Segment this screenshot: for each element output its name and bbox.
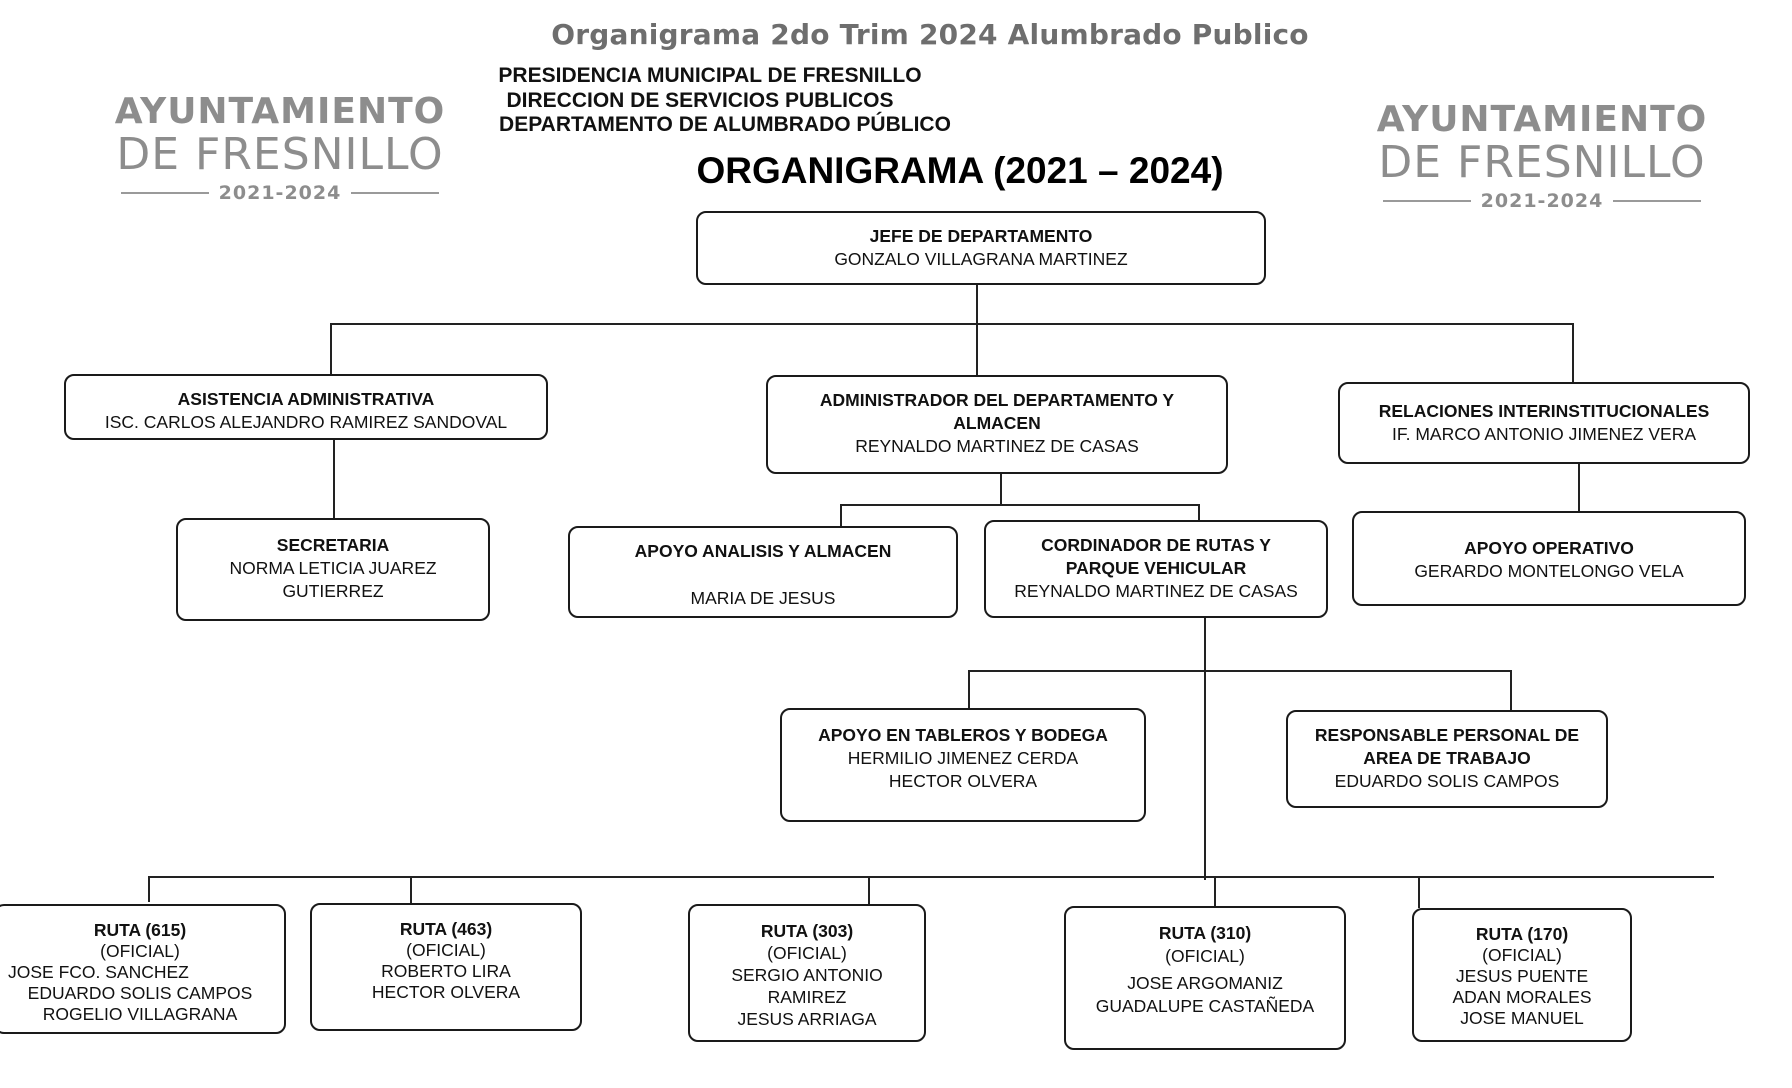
coordinador-name: REYNALDO MARTINEZ DE CASAS <box>1014 581 1298 601</box>
ruta-170-sub: (OFICIAL) <box>1482 945 1562 965</box>
apoyo-tableros-name-line1: HERMILIO JIMENEZ CERDA <box>847 748 1079 768</box>
jefe-name: GONZALO VILLAGRANA MARTINEZ <box>834 249 1128 269</box>
ruta-463-line2: HECTOR OLVERA <box>371 982 521 1002</box>
ruta-170-line3: JOSE MANUEL <box>1460 1008 1584 1028</box>
ruta-615-line3: ROGELIO VILLAGRANA <box>42 1004 238 1024</box>
logo-right-years: 2021-2024 <box>1480 190 1604 212</box>
connector-to-ruta-310 <box>1214 876 1216 906</box>
connector-level1-horizontal <box>330 323 1574 325</box>
ruta-615-title: RUTA (615) <box>93 920 187 940</box>
ruta-170-line2: ADAN MORALES <box>1452 987 1592 1007</box>
page-title: Organigrama 2do Trim 2024 Alumbrado Publico <box>551 18 1309 51</box>
connector-apoyo-horizontal <box>968 670 1512 672</box>
secretaria-name-line1: NORMA LETICIA JUAREZ <box>229 558 437 578</box>
org-box-relaciones <box>1338 382 1750 464</box>
connector-to-relaciones <box>1572 323 1574 383</box>
responsable-role-line1: RESPONSABLE PERSONAL DE <box>1314 725 1580 745</box>
connector-coordinador-down <box>1204 618 1206 880</box>
org-box-responsable <box>1286 710 1608 808</box>
ruta-170-title: RUTA (170) <box>1475 924 1569 944</box>
administrador-role-line2: ALMACEN <box>953 413 1041 433</box>
ruta-310-title: RUTA (310) <box>1158 923 1252 943</box>
ruta-170-line1: JESUS PUENTE <box>1455 966 1589 986</box>
org-box-asistencia <box>64 374 548 440</box>
org-box-secretaria <box>176 518 490 621</box>
coordinador-role-line2: PARQUE VEHICULAR <box>1065 558 1247 578</box>
ruta-310-sub: (OFICIAL) <box>1165 946 1245 966</box>
jefe-role: JEFE DE DEPARTAMENTO <box>869 226 1093 246</box>
ruta-615-sub: (OFICIAL) <box>100 941 180 961</box>
apoyo-operativo-name: GERARDO MONTELONGO VELA <box>1414 561 1684 581</box>
ruta-463-title: RUTA (463) <box>399 919 493 939</box>
ruta-615-line2: EDUARDO SOLIS CAMPOS <box>27 983 253 1003</box>
org-box-ruta-170 <box>1412 908 1632 1042</box>
connector-to-responsable <box>1510 670 1512 712</box>
logo-left <box>110 92 450 204</box>
responsable-role-line2: AREA DE TRABAJO <box>1363 748 1531 768</box>
header-presidencia: PRESIDENCIA MUNICIPAL DE FRESNILLO <box>498 64 922 87</box>
apoyo-tableros-name-line2: HECTOR OLVERA <box>888 771 1038 791</box>
header-departamento: DEPARTAMENTO DE ALUMBRADO PÚBLICO <box>499 113 951 136</box>
ruta-303-line2: RAMIREZ <box>767 987 847 1007</box>
connector-to-asistencia <box>330 323 332 376</box>
asistencia-name: ISC. CARLOS ALEJANDRO RAMIREZ SANDOVAL <box>104 412 508 432</box>
connector-to-ruta-303 <box>868 876 870 904</box>
relaciones-role: RELACIONES INTERINSTITUCIONALES <box>1378 401 1710 421</box>
connector-rutas-horizontal <box>148 876 1714 878</box>
ruta-303-line1: SERGIO ANTONIO <box>731 965 883 985</box>
connector-to-apoyo-tableros <box>968 670 970 710</box>
responsable-name: EDUARDO SOLIS CAMPOS <box>1334 771 1560 791</box>
org-box-ruta-310 <box>1064 906 1346 1050</box>
org-box-coordinador <box>984 520 1328 618</box>
ruta-615-line1: JOSE FCO. SANCHEZ <box>8 962 189 982</box>
logo-left-line2: DE FRESNILLO <box>116 129 444 180</box>
secretaria-name-line2: GUTIERREZ <box>282 581 384 601</box>
connector-admin-horizontal <box>840 504 1200 506</box>
ruta-310-line1: JOSE ARGOMANIZ <box>1127 973 1283 993</box>
main-title: ORGANIGRAMA (2021 – 2024) <box>696 150 1224 191</box>
connector-to-ruta-615 <box>148 876 150 902</box>
org-box-administrador <box>766 375 1228 474</box>
logo-right-line1: AYUNTAMIENTO <box>1376 99 1708 140</box>
administrador-role-line1: ADMINISTRADOR DEL DEPARTAMENTO Y <box>819 390 1175 410</box>
org-box-ruta-463 <box>310 903 582 1031</box>
connector-to-ruta-170 <box>1418 876 1420 908</box>
org-box-ruta-615 <box>0 904 286 1034</box>
org-box-jefe <box>696 211 1266 285</box>
apoyo-tableros-role: APOYO EN TABLEROS Y BODEGA <box>818 725 1108 745</box>
ruta-303-title: RUTA (303) <box>760 921 854 941</box>
connector-to-apoyo-operativo <box>1578 463 1580 513</box>
org-box-apoyo-tableros <box>780 708 1146 822</box>
connector-jefe-down <box>976 283 978 377</box>
logo-left-line1: AYUNTAMIENTO <box>114 91 446 132</box>
apoyo-analisis-name: MARIA DE JESUS <box>690 588 836 608</box>
ruta-303-line3: JESUS ARRIAGA <box>737 1009 877 1029</box>
coordinador-role-line1: CORDINADOR DE RUTAS Y <box>1041 535 1271 555</box>
ruta-310-line2: GUADALUPE CASTAÑEDA <box>1095 996 1315 1016</box>
ruta-303-sub: (OFICIAL) <box>767 943 847 963</box>
org-box-ruta-303 <box>688 904 926 1042</box>
connector-to-apoyo-analisis <box>840 504 842 528</box>
connector-admin-down <box>1000 473 1002 505</box>
administrador-name: REYNALDO MARTINEZ DE CASAS <box>855 436 1139 456</box>
apoyo-operativo-role: APOYO OPERATIVO <box>1464 538 1634 558</box>
asistencia-role: ASISTENCIA ADMINISTRATIVA <box>177 389 435 409</box>
logo-left-years: 2021-2024 <box>218 182 342 204</box>
ruta-463-line1: ROBERTO LIRA <box>381 961 511 981</box>
relaciones-name: IF. MARCO ANTONIO JIMENEZ VERA <box>1391 424 1697 444</box>
ruta-463-sub: (OFICIAL) <box>406 940 486 960</box>
connector-to-ruta-463 <box>410 876 412 906</box>
org-box-apoyo-operativo <box>1352 511 1746 606</box>
org-box-apoyo-analisis <box>568 526 958 618</box>
header-direccion: DIRECCION DE SERVICIOS PUBLICOS <box>506 89 894 112</box>
logo-right <box>1372 100 1712 212</box>
secretaria-role: SECRETARIA <box>276 535 390 555</box>
apoyo-analisis-role: APOYO ANALISIS Y ALMACEN <box>634 541 892 561</box>
connector-to-secretaria <box>333 438 335 520</box>
logo-right-line2: DE FRESNILLO <box>1378 137 1706 188</box>
